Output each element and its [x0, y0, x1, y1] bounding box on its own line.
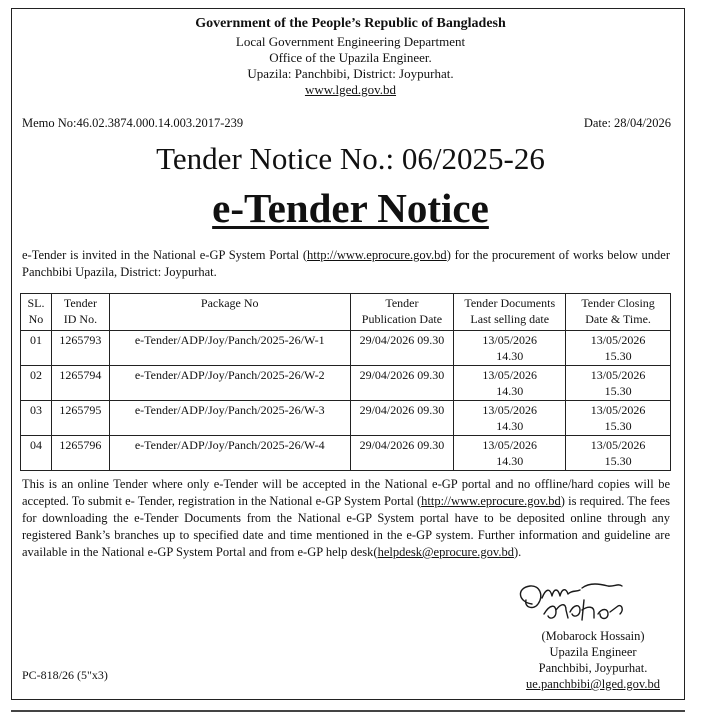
eprocure-link[interactable]: http://www.eprocure.gov.bd [307, 248, 447, 262]
signatory-office: Panchbibi, Joypurhat. [538, 661, 648, 675]
signatory-email-link[interactable]: ue.panchbibi@lged.gov.bd [526, 677, 660, 691]
table-row [21, 366, 671, 401]
instructions-text-3: ). [513, 545, 522, 559]
cell-closing: 13/05/2026 15.30 [566, 436, 671, 471]
cell-publication: 29/04/2026 09.30 [350, 436, 454, 471]
tender-table [20, 293, 671, 471]
cell-publication: 29/04/2026 09.30 [350, 366, 454, 401]
handwritten-signature [510, 574, 680, 630]
notice-date: Date: 28/04/2026 [583, 116, 671, 130]
col-header-sl: SL. No [21, 294, 52, 331]
cell-closing: 13/05/2026 15.30 [566, 401, 671, 436]
table-header-row [21, 294, 671, 331]
cell-sl: 02 [21, 366, 52, 401]
cell-package: e-Tender/ADP/Joy/Panch/2025-26/W-3 [109, 401, 350, 436]
cell-publication: 29/04/2026 09.30 [350, 331, 454, 366]
cell-documents: 13/05/2026 14.30 [454, 366, 566, 401]
office-location: Upazila: Panchbibi, District: Joypurhat. [247, 66, 454, 81]
table-row [21, 331, 671, 366]
department-name: Local Government Engineering Department [235, 34, 466, 49]
signatory-designation: Upazila Engineer [549, 645, 637, 659]
instructions-paragraph [22, 476, 670, 561]
intro-text-after: ) for the procurement of works below under Panchbibi Upazila, District: Joypurhat. [22, 248, 670, 279]
website-link[interactable]: www.lged.gov.bd [304, 82, 397, 97]
col-header-publication: Tender Publication Date [350, 294, 454, 331]
memo-number: Memo No:46.02.3874.000.14.003.2017-239 [22, 116, 244, 130]
cell-publication: 29/04/2026 09.30 [350, 401, 454, 436]
helpdesk-email-link[interactable]: helpdesk@eprocure.gov.bd [377, 545, 514, 559]
intro-text-before: e-Tender is invited in the National e-GP System Portal ( [22, 248, 308, 262]
tender-notice-number: Tender Notice No.: 06/2025-26 [156, 141, 545, 176]
cell-tender-id: 1265795 [51, 401, 109, 436]
cell-sl: 03 [21, 401, 52, 436]
instructions-text-2: ) is required. The fees for downloading the e-Tender Documents from the National e-GP System portal have to be deposited online through any registered Bank’s branches up to specified date and time mentioned in the e-GP system. Further information and guideline are available in the National e-GP System Portal and from e-GP help desk( [22, 494, 670, 559]
signature-block [498, 628, 688, 692]
cell-sl: 01 [21, 331, 52, 366]
table-row [21, 401, 671, 436]
cell-sl: 04 [21, 436, 52, 471]
cell-documents: 13/05/2026 14.30 [454, 401, 566, 436]
table-row [21, 436, 671, 471]
col-header-documents: Tender Documents Last selling date [454, 294, 566, 331]
pc-code: PC-818/26 (5"x3) [22, 668, 108, 682]
cell-package: e-Tender/ADP/Joy/Panch/2025-26/W-2 [109, 366, 350, 401]
eprocure-link[interactable]: http://www.eprocure.gov.bd [421, 494, 561, 508]
col-header-closing: Tender Closing Date & Time. [566, 294, 671, 331]
cell-documents: 13/05/2026 14.30 [454, 331, 566, 366]
intro-paragraph [22, 247, 670, 281]
cell-closing: 13/05/2026 15.30 [566, 331, 671, 366]
cell-tender-id: 1265796 [51, 436, 109, 471]
main-title-text: e-Tender Notice [212, 185, 489, 231]
main-title [0, 183, 701, 233]
cell-package: e-Tender/ADP/Joy/Panch/2025-26/W-4 [109, 436, 350, 471]
col-header-package: Package No [109, 294, 350, 331]
cell-closing: 13/05/2026 15.30 [566, 366, 671, 401]
cell-package: e-Tender/ADP/Joy/Panch/2025-26/W-1 [109, 331, 350, 366]
bottom-divider [11, 710, 685, 712]
cell-documents: 13/05/2026 14.30 [454, 436, 566, 471]
instructions-text-1: This is an online Tender where only e-Tender will be accepted in the National e-GP portal and no offline/hard copies will be accepted. To submit e- Tender, registration in the National e-GP System Portal ( [22, 477, 670, 508]
col-header-tender-id: Tender ID No. [51, 294, 109, 331]
cell-tender-id: 1265794 [51, 366, 109, 401]
government-title: Government of the People’s Republic of Bangladesh [195, 16, 506, 31]
cell-tender-id: 1265793 [51, 331, 109, 366]
signatory-name: (Mobarock Hossain) [541, 629, 645, 643]
office-name: Office of the Upazila Engineer. [269, 50, 432, 65]
